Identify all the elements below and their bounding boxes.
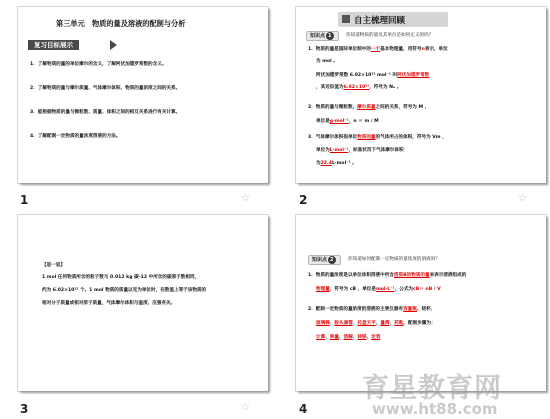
- header-title: 自主梳理回顾: [354, 16, 406, 26]
- goal-item: 3．能根据物质的量与微粒数、质量、体积之间的相互关系进行有关计算。: [30, 110, 181, 115]
- kp-number: 2: [330, 257, 334, 263]
- slide-3[interactable]: [18, 215, 268, 391]
- goal-item: 1．了解物质的量的单位摩尔的含义，了解阿伏加德罗常数的含义。: [30, 62, 167, 67]
- text-line: 单位是g·mol⁻¹，n ＝ m / M: [316, 119, 379, 124]
- text-line: ，其近似值为6.02×10²³，符号为 Nₐ 。: [316, 85, 402, 90]
- text-line: 单位为L·mol⁻¹，标准状况下气体摩尔体积: [316, 148, 404, 153]
- slide-number: 1: [20, 193, 29, 207]
- kp-label: 知识点: [310, 33, 326, 39]
- star-icon: ☆: [241, 402, 250, 413]
- kp-question: 你知道物质的量及其单位是如何定义的吗？: [346, 33, 434, 38]
- text-line: 约为 6.02×10²³ 个。1 mol 物质的质量以克为单位时，在数值上等于该物质的: [42, 288, 207, 293]
- text-line: 物理量，符号为 cB ，单位是mol·L⁻¹，公式为cB＝ nB / V: [316, 287, 441, 292]
- text-line: 1 mol 任何物质所含的粒子数与 0.012 kg 碳-12 中所含的碳原子数相同，: [42, 275, 200, 280]
- review-goals-banner: 复习目标展示: [28, 40, 79, 50]
- text-line: 2．物质的量与微粒数、摩尔质量之间的关系，符号为 M ，: [308, 105, 430, 110]
- slide-number: 4: [299, 402, 308, 416]
- text-line: 1．物质的量浓度是以单位体积溶液中所含溶质B的物质的量来表示溶液组成的: [308, 273, 467, 278]
- text-line: 玻璃棒、胶头滴管、托盘天平、量筒、药匙，配制步骤为：: [316, 321, 436, 326]
- slide-number: 2: [299, 193, 308, 207]
- text-line: 为 mol 。: [316, 59, 338, 64]
- slide-2[interactable]: [296, 7, 546, 183]
- kp-question: 你知道如何配制一定物质的量浓度的溶液吗？: [348, 257, 440, 262]
- text-line: 3．气体摩尔体积指单位物质的量的气体所占的体积，符号为 Vm ，: [308, 135, 447, 140]
- slide-title: 第三单元 物质的量及溶液的配制与分析: [56, 19, 186, 28]
- goal-item: 2．了解物质的量与摩尔质量、气体摩尔体积、物质的量浓度之间的关系。: [30, 86, 181, 91]
- banner-arrow: [110, 40, 117, 50]
- knowledge-point-badge: [306, 31, 339, 41]
- watermark-logo: 育星教育网: [362, 373, 502, 404]
- kp-label: 知识点: [312, 257, 328, 263]
- text-line: 为22.4L·mol⁻¹ 。: [316, 161, 357, 166]
- think-heading: 【思一思】: [42, 263, 65, 268]
- watermark-url: www.ht88.com: [372, 400, 498, 418]
- slide-number: 3: [20, 402, 29, 416]
- knowledge-point-badge: [308, 255, 341, 265]
- slide-1[interactable]: [18, 7, 268, 183]
- slide-4[interactable]: [296, 215, 546, 391]
- kp-number: 1: [328, 33, 332, 39]
- goal-item: 4．了解配制一定物质的量浓度溶液的方法。: [30, 134, 121, 139]
- text-line: 1．物质的量是国际单位制中的一个基本物理量，用符号n表示，单位: [308, 47, 448, 52]
- text-line: 相对分子质量或相对原子质量，气体摩尔体积与温度、压强有关。: [42, 301, 176, 306]
- header-square-icon: [342, 15, 350, 23]
- text-line: 阿伏加德罗常数 6.02×10²³ mol⁻¹ 叫阿伏加德罗常数: [316, 73, 430, 78]
- star-icon: ☆: [241, 193, 250, 204]
- text-line: 计算、称量、溶解、转移、定容: [316, 335, 381, 340]
- text-line: 2．配制一定物质的量浓度的溶液的主要仪器有容量瓶、烧杯、: [308, 307, 436, 312]
- star-icon: ☆: [518, 193, 527, 204]
